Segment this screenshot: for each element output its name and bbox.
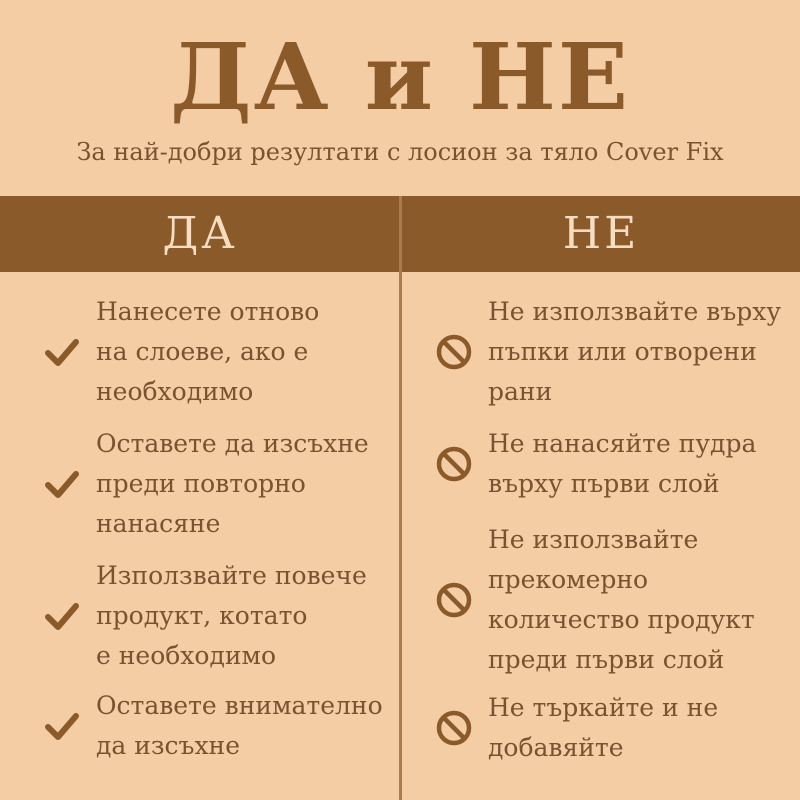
do-item (40, 424, 390, 544)
do-item (40, 686, 390, 766)
column-divider (399, 196, 402, 800)
checkmark-icon (40, 594, 84, 638)
prohibited-icon (432, 578, 476, 622)
do-column-heading: ДА (162, 208, 238, 259)
checkmark-icon (40, 704, 84, 748)
prohibited-icon (432, 442, 476, 486)
do-item-text: Оставете внимателно да изсъхне (96, 691, 383, 760)
do-item-text: Оставете да изсъхне преди повторно нанасяне (96, 429, 369, 538)
do-item-text: Нанесете отново на слоеве, ако е необходимо (96, 297, 320, 406)
checkmark-icon (40, 462, 84, 506)
checkmark-icon (40, 330, 84, 374)
dont-item-text: Не използвайте върху пъпки или отворени рани (488, 297, 782, 406)
do-item (40, 556, 390, 676)
dont-item (432, 424, 794, 504)
dont-item (432, 292, 794, 412)
page-subtitle: За най-добри резултати с лосион за тяло Cover Fix (76, 138, 724, 166)
prohibited-icon (432, 330, 476, 374)
dont-item (432, 520, 794, 680)
do-item (40, 292, 390, 412)
dont-item-text: Не търкайте и не добавяйте (488, 693, 719, 762)
do-item-text: Използвайте повече продукт, котато е необходимо (96, 561, 367, 670)
dont-column-heading: НЕ (562, 208, 640, 259)
prohibited-icon (432, 706, 476, 750)
dont-item (432, 688, 794, 768)
dont-item-text: Не нанасяйте пудра върху първи слой (488, 429, 757, 498)
dont-item-text: Не използвайте прекомерно количество продукт преди първи слой (488, 525, 755, 674)
page-title: ДА и НЕ (169, 23, 631, 131)
